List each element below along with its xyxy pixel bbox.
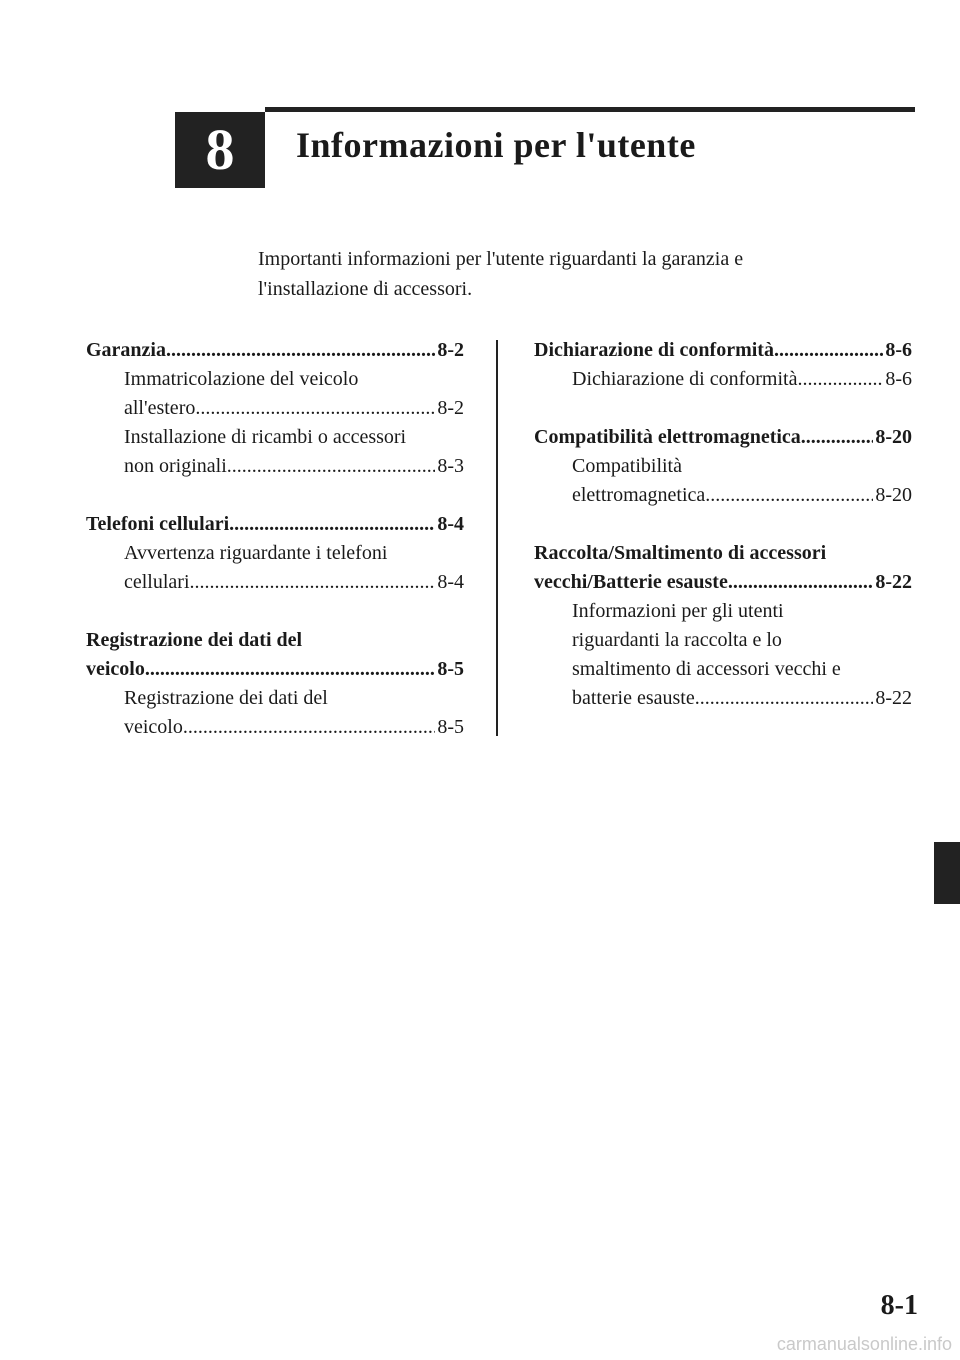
- watermark: carmanualsonline.info: [776, 1334, 952, 1354]
- dot-leader: [166, 336, 435, 365]
- toc-subentry-line[interactable]: riguardanti la raccolta e lo: [572, 629, 782, 651]
- toc-subentry-page: 8-6: [885, 368, 912, 390]
- toc-subentry-line[interactable]: Avvertenza riguardante i telefoni: [124, 542, 388, 564]
- toc-entry-page: 8-6: [885, 339, 912, 361]
- dot-leader: [797, 365, 883, 394]
- toc-section-garanzia: [86, 336, 464, 481]
- dot-leader: [728, 568, 874, 597]
- toc-subentry-avvertenza[interactable]: [86, 568, 464, 597]
- dot-leader: [705, 481, 873, 510]
- dot-leader: [183, 713, 435, 742]
- toc-subentry-title: all'estero: [124, 397, 196, 419]
- toc-entry-page: 8-2: [437, 339, 464, 361]
- intro-line-1: Importanti informazioni per l'utente riguardanti la garanzia e: [258, 248, 744, 270]
- toc-entry-title: Compatibilità elettromagnetica: [534, 426, 801, 448]
- toc-subentry-title: Dichiarazione di conformità: [572, 368, 798, 390]
- toc-subentry-title: veicolo: [124, 716, 183, 738]
- toc-subentry-page: 8-20: [875, 484, 912, 506]
- toc-subentry-page: 8-2: [437, 397, 464, 419]
- dot-leader: [229, 510, 435, 539]
- toc-entry-telefoni[interactable]: [86, 510, 464, 539]
- toc-left-column: [86, 336, 464, 771]
- toc-entry-compatibilita[interactable]: [534, 423, 912, 452]
- toc-subentry-line[interactable]: Compatibilità: [572, 455, 682, 477]
- toc-entry-page: 8-4: [437, 513, 464, 535]
- toc-subentry-page: 8-22: [875, 687, 912, 709]
- dot-leader: [190, 568, 436, 597]
- column-divider: [496, 340, 498, 736]
- toc-entry-dichiarazione[interactable]: [534, 336, 912, 365]
- toc-subentry-page: 8-5: [437, 716, 464, 738]
- toc-subentry-raccolta[interactable]: [534, 684, 912, 713]
- chapter-number: 8: [205, 117, 235, 182]
- toc-subentry-title: non originali: [124, 455, 227, 477]
- toc-entry-line[interactable]: Registrazione dei dati del: [86, 629, 303, 651]
- toc-subentry-registrazione[interactable]: [86, 713, 464, 742]
- toc-section-registrazione: [86, 626, 464, 742]
- chapter-number-box: [175, 112, 265, 188]
- toc-section-compatibilita: [534, 423, 912, 510]
- title-rule: [265, 107, 915, 112]
- toc-subentry-line[interactable]: Immatricolazione del veicolo: [124, 368, 359, 390]
- toc-subentry-line[interactable]: smaltimento di accessori vecchi e: [572, 658, 841, 680]
- toc-entry-page: 8-5: [437, 658, 464, 680]
- toc-right-column: [534, 336, 912, 742]
- toc-entry-title: Telefoni cellulari: [86, 513, 230, 535]
- toc-entry-page: 8-22: [875, 571, 912, 593]
- chapter-intro: [258, 244, 898, 304]
- toc-entry-title: Dichiarazione di conformità: [534, 339, 774, 361]
- toc-subentry-title: elettromagnetica: [572, 484, 706, 506]
- toc-subentry-page: 8-3: [437, 455, 464, 477]
- toc-entry-title: vecchi/Batterie esauste: [534, 571, 728, 593]
- toc-subentry-dichiarazione[interactable]: [534, 365, 912, 394]
- toc-subentry-page: 8-4: [437, 571, 464, 593]
- toc-subentry-line[interactable]: Installazione di ricambi o accessori: [124, 426, 407, 448]
- dot-leader: [801, 423, 874, 452]
- toc-subentry-immatricolazione[interactable]: [86, 394, 464, 423]
- toc-section-dichiarazione: [534, 336, 912, 394]
- toc-subentry-line[interactable]: Informazioni per gli utenti: [572, 600, 784, 622]
- toc-subentry-title: batterie esauste: [572, 687, 695, 709]
- toc-entry-raccolta[interactable]: [534, 568, 912, 597]
- toc-subentry-line[interactable]: Registrazione dei dati del: [124, 687, 328, 709]
- chapter-title: Informazioni per l'utente: [296, 125, 696, 165]
- dot-leader: [695, 684, 874, 713]
- toc-subentry-title: cellulari: [124, 571, 190, 593]
- toc-entry-title: veicolo: [86, 658, 145, 680]
- toc-entry-page: 8-20: [875, 426, 912, 448]
- page-number: 8-1: [880, 1290, 918, 1321]
- dot-leader: [227, 452, 436, 481]
- dot-leader: [145, 655, 435, 684]
- dot-leader: [195, 394, 435, 423]
- toc-subentry-installazione[interactable]: [86, 452, 464, 481]
- toc-entry-line[interactable]: Raccolta/Smaltimento di accessori: [534, 542, 827, 564]
- toc-section-raccolta: [534, 539, 912, 713]
- toc-subentry-compatibilita[interactable]: [534, 481, 912, 510]
- chapter-thumb-tab: [934, 842, 960, 904]
- toc-entry-registrazione[interactable]: [86, 655, 464, 684]
- toc-entry-garanzia[interactable]: [86, 336, 464, 365]
- intro-line-2: l'installazione di accessori.: [258, 278, 473, 300]
- toc-entry-title: Garanzia: [86, 339, 166, 361]
- dot-leader: [774, 336, 883, 365]
- toc-section-telefoni: [86, 510, 464, 597]
